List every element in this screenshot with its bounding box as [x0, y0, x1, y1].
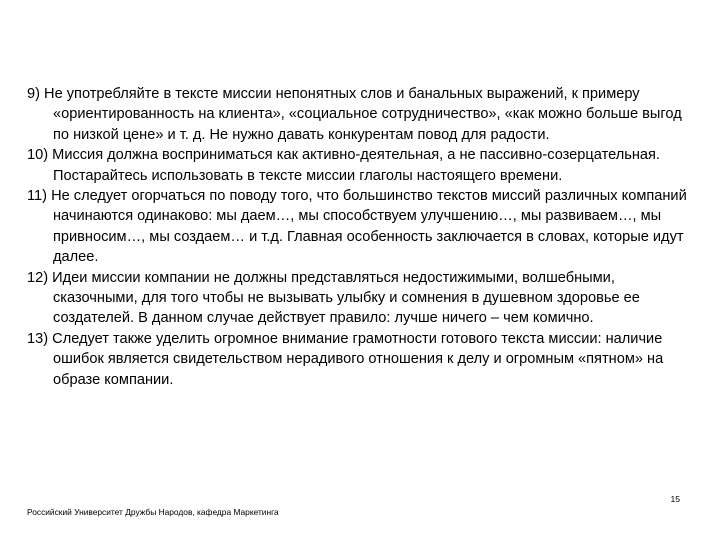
list-item-10 — [27, 145, 695, 186]
list-item-number: 9) — [27, 86, 40, 102]
mission-guidelines-list — [27, 84, 695, 390]
list-item-text: Не употребляйте в тексте миссии непонятных слов и банальных выражений, к примеру «ориентированность на клиента», «социальное сотрудничество», «как можно больше выгод по низкой цене» и т. д. Не нужно давать конкурентам повод для радости. — [44, 86, 682, 143]
list-item-text: Миссия должна восприниматься как активно-деятельная, а не пассивно-созерцательная. Постарайтесь использовать в тексте миссии глаголы настоящего времени. — [52, 147, 660, 184]
list-item-number: 12) — [27, 269, 49, 286]
page-number: 15 — [670, 494, 680, 504]
list-item-number: 11) — [27, 188, 48, 205]
list-item-text: Следует также уделить огромное внимание грамотности готового текста миссии: наличие ошибок является свидетельством нерадивого отношения к делу и огромным «пятном» на образе компании. — [52, 330, 664, 388]
list-item-text: Идеи миссии компании не должны представляться недостижимыми, волшебными, сказочными, для того чтобы не вызывать улыбку и сомнения в душевном здоровье ее создателей. В данном случае действует правило: лучше ничего – чем комично. — [52, 269, 640, 327]
list-item-number: 10) — [27, 147, 49, 164]
footer-institution: Российский Университет Дружбы Народов, кафедра Маркетинга — [27, 507, 279, 517]
list-item-text: Не следует огорчаться по поводу того, что большинство текстов миссий различных компаний начинаются одинаково: мы даем…, мы способствуем улучшению…, мы развиваем…, мы привносим…, мы создаем… и т.д. Главная особенность заключается в словах, которые идут далее. — [51, 188, 687, 266]
list-item-number: 13) — [27, 330, 49, 347]
list-item-13 — [27, 329, 695, 390]
list-item-11 — [27, 186, 695, 268]
list-item-9 — [27, 84, 695, 145]
list-item-12 — [27, 268, 695, 329]
